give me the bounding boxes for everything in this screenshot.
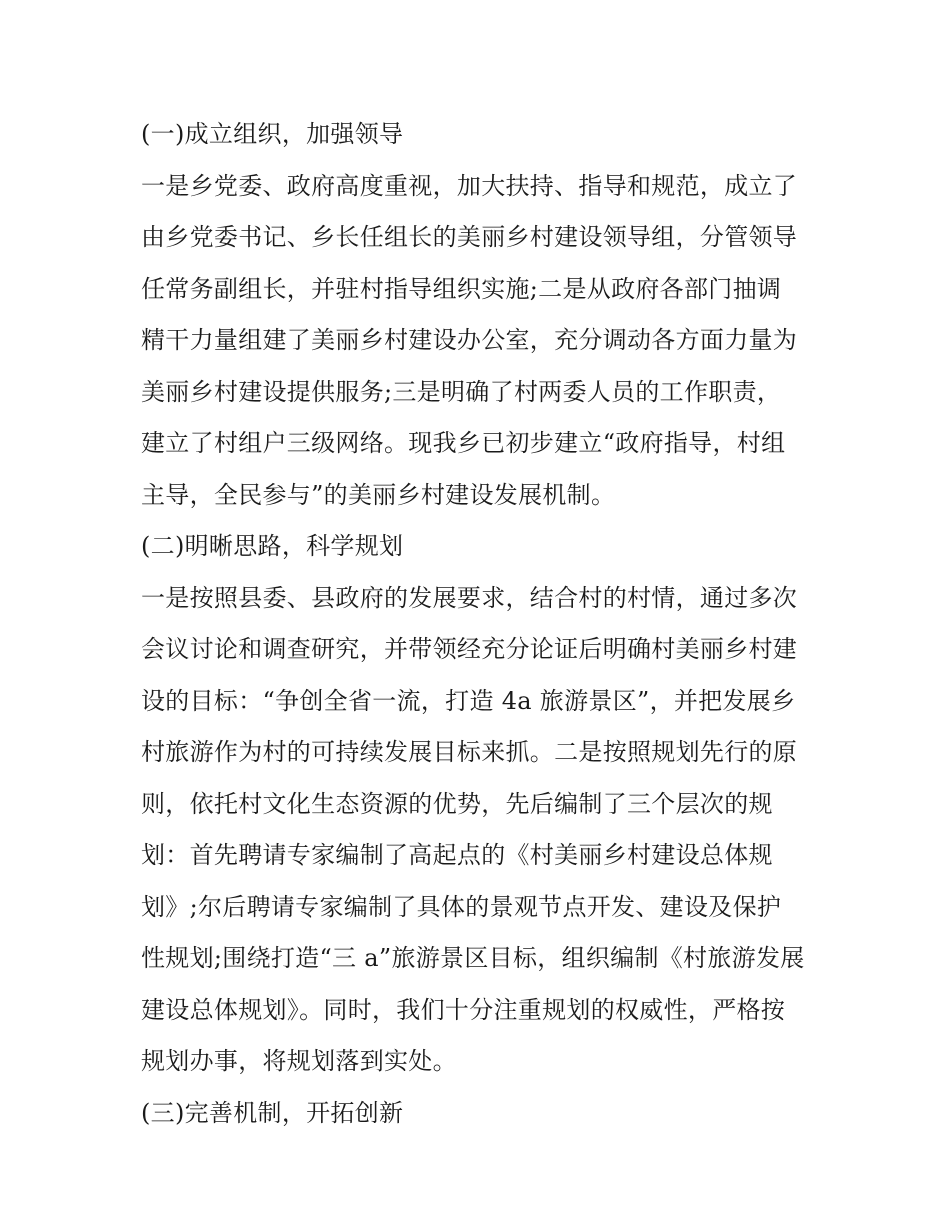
paragraph-line: 划》;尔后聘请专家编制了具体的景观节点开发、建设及保护 — [141, 892, 782, 921]
paragraph-line: 建设总体规划》。同时，我们十分注重规划的权威性，严格按 — [141, 995, 786, 1024]
paragraph-line: 精干力量组建了美丽乡村建设办公室，充分调动各方面力量为 — [141, 326, 798, 354]
paragraph-line: 建立了村组户三级网络。现我乡已初步建立“政府指导，村组 — [141, 429, 786, 457]
paragraph-line: 划：首先聘请专家编制了高起点的《村美丽乡村建设总体规 — [141, 841, 773, 869]
section-heading-2: (二)明晰思路，科学规划 — [141, 532, 404, 560]
paragraph-line: 设的目标：“争创全省一流，打造 4a 旅游景区”，并把发展乡 — [141, 686, 796, 715]
paragraph-line: 由乡党委书记、乡长任组长的美丽乡村建设领导组，分管领导 — [141, 223, 798, 251]
paragraph-line: 美丽乡村建设提供服务;三是明确了村两委人员的工作职责， — [141, 377, 782, 406]
paragraph-line: 性规划;围绕打造“三 a”旅游景区目标，组织编制《村旅游发展 — [141, 944, 805, 972]
paragraph-line: 任常务副组长，并驻村指导组织实施;二是从政府各部门抽调 — [141, 274, 782, 303]
paragraph-line: 规划办事，将规划落到实处。 — [141, 1047, 457, 1075]
section-heading-3: (三)完善机制，开拓创新 — [141, 1098, 404, 1127]
document-body — [141, 109, 821, 1139]
paragraph-line: 村旅游作为村的可持续发展目标来抓。二是按照规划先行的原 — [141, 738, 798, 766]
paragraph-line: 会议讨论和调查研究，并带领经充分论证后明确村美丽乡村建 — [141, 635, 798, 663]
paragraph-line: 主导，全民参与”的美丽乡村建设发展机制。 — [141, 480, 616, 509]
section-heading-1: (一)成立组织，加强领导 — [141, 120, 404, 148]
paragraph-line: 一是按照县委、县政府的发展要求，结合村的村情，通过多次 — [141, 583, 798, 612]
paragraph-line: 一是乡党委、政府高度重视，加大扶持、指导和规范，成立了 — [141, 171, 798, 200]
paragraph-line: 则，依托村文化生态资源的优势，先后编制了三个层次的规 — [141, 789, 773, 818]
